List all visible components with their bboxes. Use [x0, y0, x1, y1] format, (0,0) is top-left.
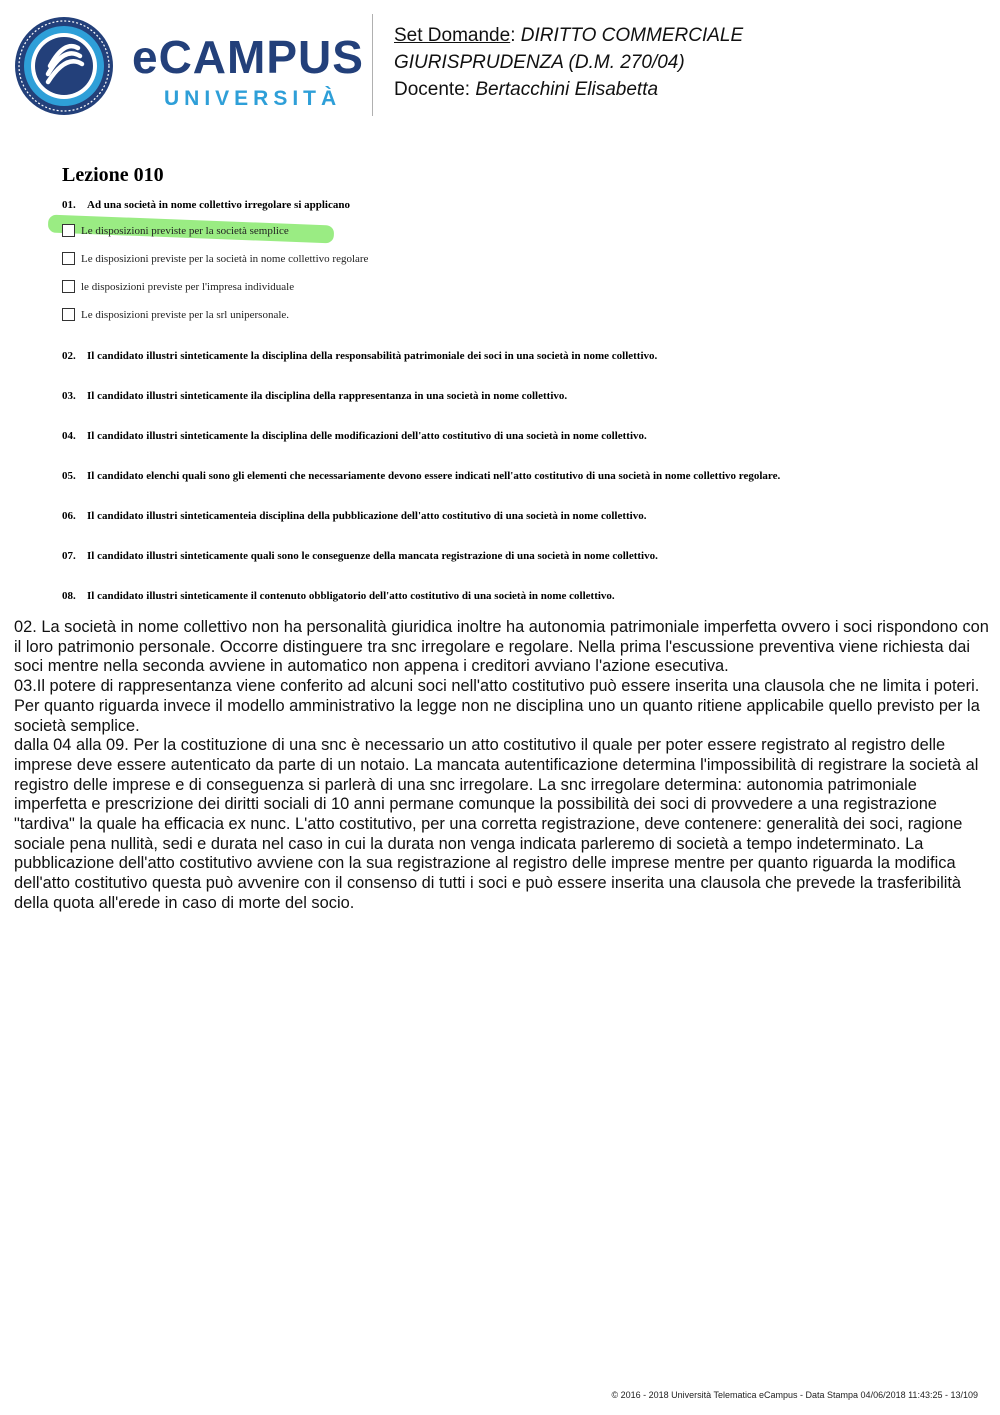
- question-number: 06.: [62, 510, 76, 522]
- answer-option-1[interactable]: [62, 223, 962, 239]
- header-info: [394, 22, 743, 103]
- question-number: 01.: [62, 199, 76, 211]
- question-04: [62, 429, 962, 443]
- question-text: Il candidato elenchi quali sono gli elementi che necessariamente devono essere indicati nell'atto costitutivo di una società in nome collettivo regolare.: [87, 470, 781, 482]
- checkbox[interactable]: [62, 224, 75, 237]
- logo-wordmark: eCAMPUS: [132, 31, 364, 83]
- checkbox[interactable]: [62, 280, 75, 293]
- answer-02: 02. La società in nome collettivo non ha personalità giuridica inoltre ha autonomia patrimoniale imperfetta ovvero i soci rispondono con il loro patrimonio personale. Occorre distinguere tra snc irregolare e regolare. Nella prima l'escussione preventiva viene richiesta dai soci mentre nella seconda avviene in automatico non appena i creditori avviano l'azione esecutiva.: [14, 618, 989, 676]
- set-domande-value: DIRITTO COMMERCIALE: [520, 25, 744, 46]
- teacher-label: Docente:: [394, 79, 471, 100]
- question-01: [62, 198, 962, 212]
- question-number: 05.: [62, 470, 76, 482]
- course-name: GIURISPRUDENZA (D.M. 270/04): [394, 52, 685, 73]
- question-text: Ad una società in nome collettivo irregolare si applicano: [87, 199, 350, 211]
- checkbox[interactable]: [62, 252, 75, 265]
- university-seal-icon: [14, 16, 114, 116]
- question-02: [62, 349, 962, 363]
- question-text: Il candidato illustri sinteticamente il contenuto obbligatorio dell'atto costitutivo di una società in nome collettivo.: [87, 590, 615, 602]
- question-number: 02.: [62, 350, 76, 362]
- answers-section: [14, 618, 989, 914]
- question-05: [62, 469, 962, 483]
- teacher-line: [394, 76, 743, 103]
- question-03: [62, 389, 962, 403]
- ecampus-logo: [14, 14, 364, 118]
- set-domande-label: Set Domande: [394, 25, 511, 46]
- teacher-name: Bertacchini Elisabetta: [475, 79, 659, 100]
- question-text: Il candidato illustri sinteticamente ila disciplina della rappresentanza in una società in nome collettivo.: [87, 390, 568, 402]
- question-text: Il candidato illustri sinteticamente la disciplina della responsabilità patrimoniale dei soci in una società in nome collettivo.: [87, 350, 658, 362]
- question-number: 03.: [62, 390, 76, 402]
- question-number: 07.: [62, 550, 76, 562]
- question-text: Il candidato illustri sinteticamente la disciplina delle modificazioni dell'atto costitutivo di una società in nome collettivo.: [87, 430, 647, 442]
- question-06: [62, 509, 962, 523]
- header-divider: [372, 14, 373, 116]
- course-line: [394, 49, 743, 76]
- checkbox[interactable]: [62, 308, 75, 321]
- answer-04-09: dalla 04 alla 09. Per la costituzione di una snc è necessario un atto costitutivo il quale per poter essere registrato al registro delle imprese deve essere autenticato da parte di un notaio. La mancata autentificazione determina l'impossibilità di registrare la società al registro delle imprese e di conseguenza si parlerà di una snc irregolare. La snc irregolare determina: autonomia patrimoniale imperfetta e prescrizione dei diritti sociali di 10 anni permane comunque la possibilità dei soci di provvedere a una registrazione "tardiva" la quale ha efficacia ex nunc. L'atto costitutivo, per una corretta registrazione, deve contenere: generalità dei soci, ragione sociale pena nullità, sedi e durata nel caso in cui la durata non venga indicata parleremo di società a tempo indeterminato. La pubblicazione dell'atto costitutivo avviene con la sua registrazione al registro delle imprese mentre per quanto riguarda la modifica dell'atto costitutivo questa può avvenire con il consenso di tutti i soci e può essere inserita una clausola che prevede la trasferibilità della quota all'erede in caso di morte del socio.: [14, 736, 979, 912]
- page-footer: © 2016 - 2018 Università Telematica eCampus - Data Stampa 04/06/2018 11:43:25 - 13/109: [611, 1390, 978, 1400]
- option-label: le disposizioni previste per l'impresa individuale: [81, 281, 295, 293]
- answer-option-2[interactable]: [62, 251, 962, 267]
- question-number: 04.: [62, 430, 76, 442]
- answer-03: 03.Il potere di rappresentanza viene conferito ad alcuni soci nell'atto costitutivo può essere inserita una clausola che ne limita i poteri. Per quanto riguarda invece il modello amministrativo la legge non ne disciplina uno un quanto ritiene applicabile quello previsto per la società semplice.: [14, 677, 980, 735]
- question-07: [62, 549, 962, 563]
- logo-subtitle: UNIVERSITÀ: [164, 87, 342, 110]
- set-domande-line: Set Domande: DIRITTO COMMERCIALE: [394, 25, 744, 46]
- option-label: Le disposizioni previste per la società semplice: [81, 225, 289, 237]
- question-08: [62, 589, 962, 603]
- question-text: Il candidato illustri sinteticamenteia disciplina della pubblicazione dell'atto costitutivo di una società in nome collettivo.: [87, 510, 647, 522]
- option-label: Le disposizioni previste per la società in nome collettivo regolare: [81, 253, 369, 265]
- question-number: 08.: [62, 590, 76, 602]
- answer-option-3[interactable]: [62, 279, 962, 295]
- lesson-section: [62, 162, 962, 603]
- answer-option-4[interactable]: [62, 307, 962, 323]
- option-label: Le disposizioni previste per la srl unipersonale.: [81, 309, 290, 321]
- question-text: Il candidato illustri sinteticamente quali sono le conseguenze della mancata registrazione di una società in nome collettivo.: [87, 550, 658, 562]
- lesson-title: Lezione 010: [62, 164, 164, 186]
